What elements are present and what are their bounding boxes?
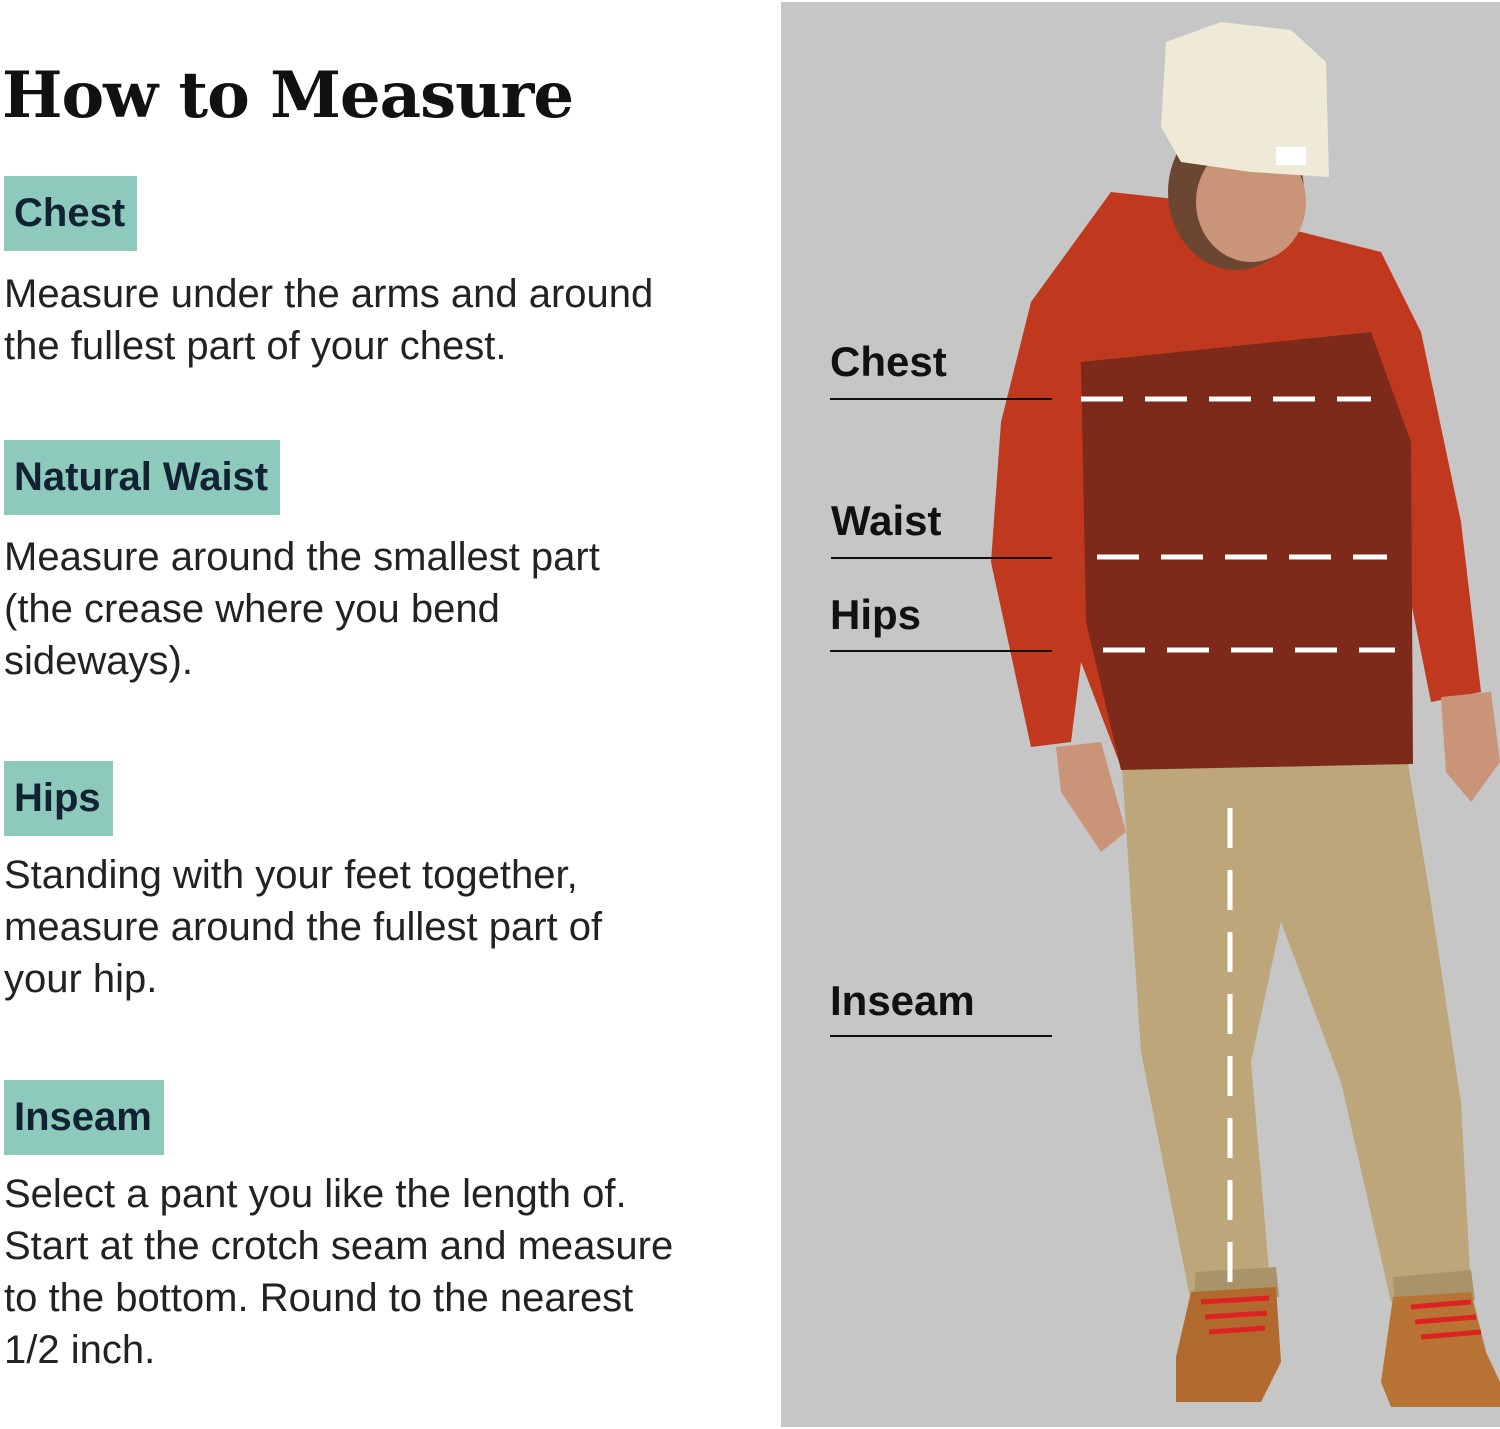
waist-marker-underline: [831, 557, 1052, 559]
natural-waist-heading: Natural Waist: [4, 440, 280, 515]
right-boot-shape: [1381, 1292, 1500, 1407]
hips-marker-underline: [830, 650, 1052, 652]
hips-description: Standing with your feet together, measure around the fullest part of your hip.: [4, 853, 603, 1001]
chest-marker-label: Chest: [830, 338, 947, 385]
jacket-panel-shape: [1081, 332, 1413, 770]
inseam-description: Select a pant you like the length of. Start at the crotch seam and measure to the bottom. Round to the nearest 1/2 inch.: [4, 1172, 674, 1372]
model-figure: [781, 2, 1500, 1427]
model-illustration: [781, 2, 1500, 1427]
natural-waist-description: Measure around the smallest part (the crease where you bend sideways).: [4, 535, 600, 683]
chest-marker-underline: [830, 398, 1052, 400]
inseam-marker-label: Inseam: [830, 977, 975, 1024]
hips-heading: Hips: [4, 761, 113, 836]
waist-marker-label: Waist: [831, 497, 942, 544]
inseam-heading: Inseam: [4, 1080, 164, 1155]
left-boot-shape: [1176, 1287, 1281, 1402]
chest-description: Measure under the arms and around the fullest part of your chest.: [4, 272, 654, 368]
chest-heading: Chest: [4, 176, 137, 251]
hips-marker-label: Hips: [830, 591, 922, 638]
inseam-marker-underline: [830, 1035, 1052, 1037]
pants-shape: [1121, 722, 1471, 1302]
page-title: How to Measure: [2, 58, 574, 133]
